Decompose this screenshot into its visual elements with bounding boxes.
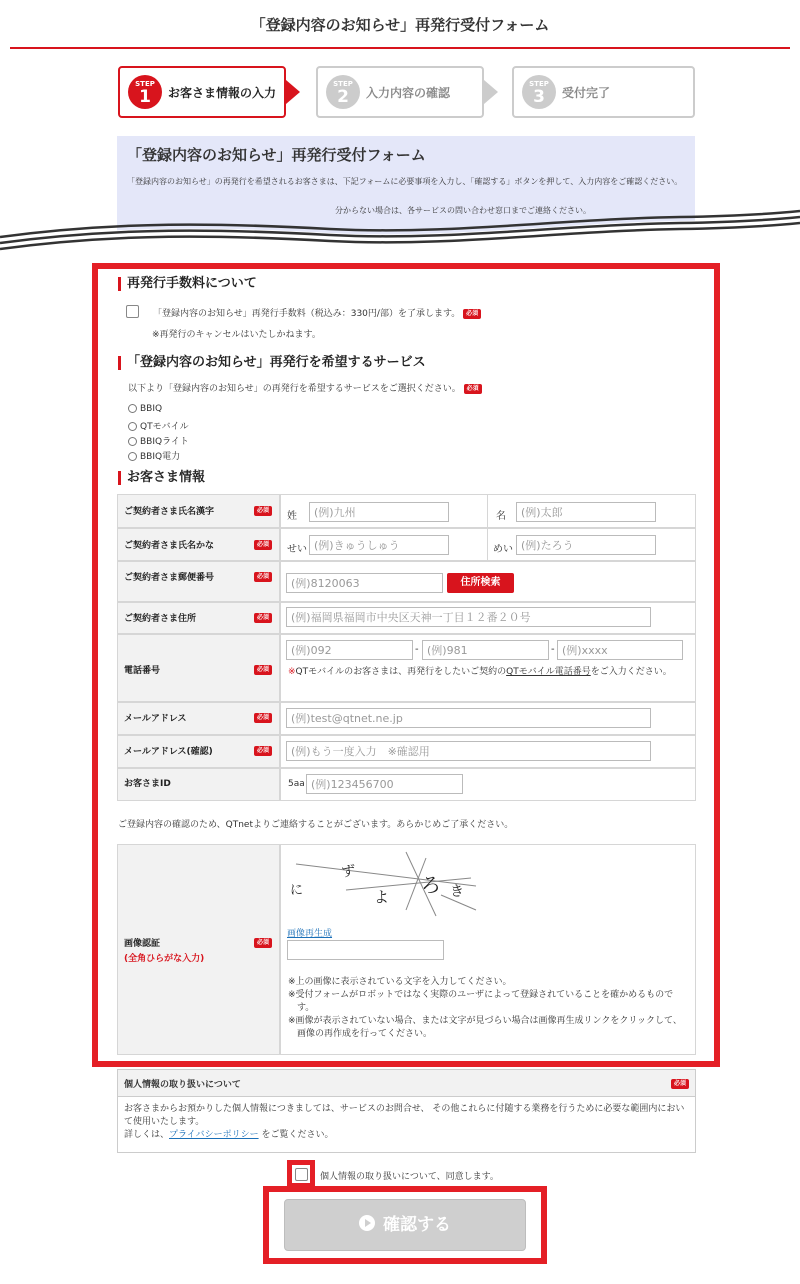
mei-kanji-input[interactable]: [516, 502, 656, 522]
page-title: 「登録内容のお知らせ」再発行受付フォーム: [250, 16, 550, 34]
service-option-bbiq-lite[interactable]: BBIQライト: [128, 434, 189, 447]
row-label-customer-id: お客さまID: [117, 768, 280, 801]
fee-cancel-note: ※再発行のキャンセルはいたしかねます。: [152, 330, 321, 340]
step-3: [512, 66, 695, 118]
service-option-bbiq[interactable]: BBIQ: [128, 404, 162, 414]
address-search-button[interactable]: 住所検索: [447, 573, 514, 593]
required-badge: 必須: [254, 613, 272, 623]
sei-kanji-label: 姓: [287, 511, 297, 522]
customer-id-input[interactable]: [306, 774, 463, 794]
sei-kana-label: せい: [287, 544, 307, 555]
phone-3-input[interactable]: [557, 640, 683, 660]
fee-consent-checkbox[interactable]: [126, 305, 139, 318]
required-badge: 必須: [464, 384, 482, 394]
name-kana-divider: [487, 528, 488, 561]
required-badge: 必須: [254, 665, 272, 675]
fee-section-title: 再発行手数料について: [118, 277, 257, 291]
row-label-captcha: 画像認証 (全角ひらがな入力) 必須: [117, 844, 280, 1055]
mei-kanji-label: 名: [496, 511, 506, 522]
row-label-postal: ご契約者さま郵便番号 必須: [117, 561, 280, 602]
row-label-address: ご契約者さま住所 必須: [117, 602, 280, 634]
privacy-header: [118, 1070, 695, 1097]
service-section-title: 「登録内容のお知らせ」再発行を希望するサービス: [118, 356, 426, 370]
row-label-name-kanji: ご契約者さま氏名漢字 必須: [117, 494, 280, 528]
captcha-char: に: [290, 883, 304, 898]
name-kanji-divider: [487, 494, 488, 528]
required-badge: 必須: [254, 540, 272, 550]
step-arrow-icon: [484, 80, 498, 104]
intro-text: 「登録内容のお知らせ」の再発行を希望されるお客さまは、下記フォームに必要事項を入力し、「確認する」ボタンを押して、入力内容をご確認ください。: [127, 177, 683, 186]
captcha-char: ず: [341, 864, 355, 880]
phone-1-input[interactable]: [286, 640, 413, 660]
service-desc: 以下より「登録内容のお知らせ」の再発行を希望するサービスをご選択ください。 必須: [128, 381, 482, 394]
intro-text-2: 分からない場合は、各サービスの問い合わせ窓口までご連絡ください。: [335, 206, 591, 215]
step-3-label: 受付完了: [562, 86, 611, 100]
privacy-body: お客さまからお預かりした個人情報につきましては、サービスのお問合せ、 その他これらに付随する業務を行うために必要な範囲内において使用いたします。 詳しくは、プライバシーポリシー をご覧ください。: [124, 1104, 685, 1140]
mei-kana-label: めい: [493, 544, 513, 555]
step-2-badge: STEP 2: [326, 75, 360, 109]
customer-section-title: お客さま情報: [118, 471, 205, 485]
privacy-agree-label: 個人情報の取り扱いについて、同意します。: [320, 1172, 499, 1182]
row-label-email: メールアドレス 必須: [117, 702, 280, 735]
address-input[interactable]: [286, 607, 651, 627]
row-label-email-confirm: メールアドレス(確認) 必須: [117, 735, 280, 768]
privacy-agree-checkbox[interactable]: [295, 1168, 308, 1181]
mei-kana-input[interactable]: [516, 535, 656, 555]
header-divider: [10, 47, 790, 49]
required-badge: 必須: [254, 506, 272, 516]
sei-kanji-input[interactable]: [309, 502, 449, 522]
play-circle-icon: [359, 1215, 375, 1231]
required-badge: 必須: [254, 938, 272, 948]
step-1-label: お客さま情報の入力: [168, 86, 277, 100]
phone-note: ※QTモバイルのお客さまは、再発行をしたいご契約のQTモバイル電話番号をご入力ください。: [288, 667, 672, 677]
captcha-char: ろ: [421, 873, 441, 897]
torn-edge-decoration: [0, 205, 800, 265]
captcha-input[interactable]: [287, 940, 444, 960]
privacy-box: [117, 1069, 696, 1153]
confirm-button[interactable]: 確認する: [284, 1199, 526, 1251]
required-badge: 必須: [254, 572, 272, 582]
contact-note: ご登録内容の確認のため、QTnetよりご連絡することがございます。あらかじめご了承ください。: [118, 820, 514, 830]
required-badge: 必須: [254, 713, 272, 723]
phone-separator: -: [415, 644, 419, 655]
step-1: [118, 66, 286, 118]
service-option-bbiq-denryoku[interactable]: BBIQ電力: [128, 449, 180, 462]
step-2-label: 入力内容の確認: [366, 86, 451, 100]
radio-icon[interactable]: [128, 437, 137, 446]
phone-2-input[interactable]: [422, 640, 549, 660]
radio-icon[interactable]: [128, 452, 137, 461]
captcha-image: [286, 850, 481, 920]
postal-code-input[interactable]: [286, 573, 443, 593]
service-option-qt-mobile[interactable]: QTモバイル: [128, 419, 189, 432]
intro-title: 「登録内容のお知らせ」再発行受付フォーム: [127, 146, 426, 164]
phone-separator: -: [551, 644, 555, 655]
customer-id-prefix: 5aa: [288, 779, 305, 789]
required-badge: 必須: [671, 1079, 689, 1089]
step-1-badge: STEP 1: [128, 75, 162, 109]
captcha-char: よ: [374, 888, 390, 906]
row-label-phone: 電話番号 必須: [117, 634, 280, 702]
privacy-policy-link[interactable]: プライバシーポリシー: [169, 1130, 259, 1140]
radio-icon[interactable]: [128, 422, 137, 431]
qt-mobile-number-link[interactable]: QTモバイル電話番号: [506, 667, 591, 677]
captcha-regenerate-link[interactable]: 画像再生成: [287, 929, 333, 939]
fee-consent-label: 「登録内容のお知らせ」再発行手数料（税込み：330円/部）を了承します。 必須: [153, 306, 481, 319]
step-2: [316, 66, 484, 118]
required-badge: 必須: [254, 746, 272, 756]
email-input[interactable]: [286, 708, 651, 728]
row-label-name-kana: ご契約者さま氏名かな 必須: [117, 528, 280, 561]
step-arrow-icon: [286, 80, 300, 104]
email-confirm-input[interactable]: [286, 741, 651, 761]
sei-kana-input[interactable]: [309, 535, 449, 555]
required-badge: 必須: [463, 309, 481, 319]
radio-icon[interactable]: [128, 404, 137, 413]
captcha-notes: ※上の画像に表示されている文字を入力してください。 ※受付フォームがロボットではなく実際のユーザによって登録されていることを確かめるものです。 ※画像が表示されていない場合、または文字が見づらい場合は画像再生成リンクをクリックして、画像の再作成を行ってください。: [288, 977, 682, 1039]
captcha-char: き: [450, 884, 464, 900]
privacy-title: 個人情報の取り扱いについて: [124, 1080, 241, 1090]
step-3-badge: STEP 3: [522, 75, 556, 109]
